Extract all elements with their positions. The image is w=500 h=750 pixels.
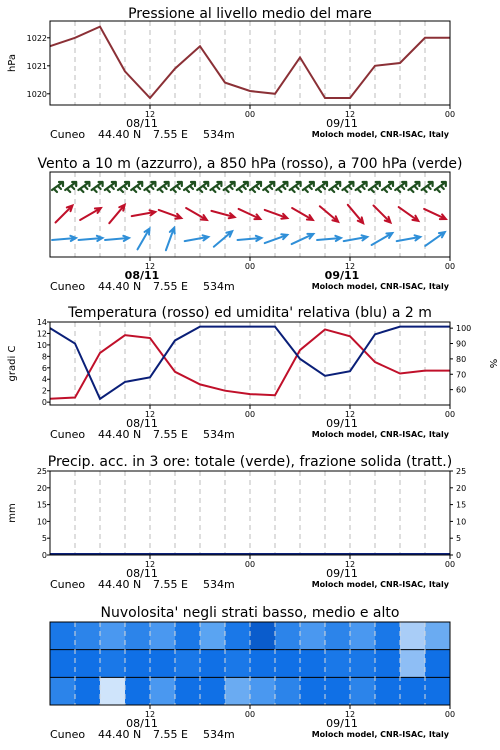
wind-arrow-10m bbox=[317, 236, 341, 241]
x-tick-label: 00 bbox=[244, 410, 256, 419]
cloud-cell bbox=[325, 677, 351, 705]
y-tick-label-right: 60 bbox=[456, 385, 467, 395]
wind-arrow-10m bbox=[214, 231, 232, 246]
cloud-cell bbox=[400, 622, 426, 650]
wind-arrow-10m bbox=[265, 234, 288, 243]
cloud-cell bbox=[375, 650, 401, 678]
wind-arrow-850hpa bbox=[399, 207, 419, 221]
wind-arrow-10m bbox=[344, 235, 368, 241]
y-tick-label: 10 bbox=[36, 340, 47, 350]
y-tick-label: 1021 bbox=[26, 61, 47, 71]
wind-barb-700hpa bbox=[197, 182, 208, 192]
cloud-cell bbox=[50, 677, 76, 705]
panel-1 bbox=[7, 6, 455, 141]
cloud-cell bbox=[125, 677, 151, 705]
cloud-cell bbox=[425, 622, 451, 650]
x-tick-label: 00 bbox=[244, 710, 256, 719]
cloud-cell bbox=[300, 650, 326, 678]
cloud-cell bbox=[50, 622, 76, 650]
y-tick-label: 14 bbox=[36, 318, 47, 327]
y-tick-label: 10 bbox=[36, 517, 47, 527]
model-credit: Moloch model, CNR-ISAC, Italy bbox=[311, 282, 449, 291]
x-tick-label: 12 bbox=[344, 710, 356, 719]
cloud-cell bbox=[175, 650, 201, 678]
date-label: 09/11 bbox=[324, 269, 360, 282]
cloud-cell bbox=[100, 677, 126, 705]
wind-barb-700hpa bbox=[210, 182, 221, 192]
cloud-cell bbox=[300, 677, 326, 705]
location-altitude: 534m bbox=[203, 428, 235, 441]
panel-5 bbox=[50, 605, 455, 741]
cloud-cell bbox=[150, 622, 176, 650]
date-label: 08/11 bbox=[126, 567, 158, 580]
x-tick-label: 00 bbox=[244, 560, 256, 569]
cloud-cell bbox=[350, 677, 376, 705]
model-credit: Moloch model, CNR-ISAC, Italy bbox=[311, 580, 449, 589]
x-tick-label: 00 bbox=[244, 110, 256, 119]
y-tick-label: 15 bbox=[36, 500, 47, 510]
wind-barb-700hpa bbox=[422, 182, 433, 192]
cloud-cell bbox=[250, 677, 276, 705]
x-tick-label: 00 bbox=[444, 560, 456, 569]
y-tick-label-right: 80 bbox=[456, 354, 467, 364]
cloud-cell bbox=[175, 622, 201, 650]
chart-title: Temperatura (rosso) ed umidita' relativa (blu) a 2 m bbox=[68, 305, 432, 321]
wind-arrow-850hpa bbox=[186, 208, 207, 220]
cloud-cell bbox=[100, 650, 126, 678]
wind-arrow-10m bbox=[292, 234, 314, 244]
cloud-cell bbox=[125, 622, 151, 650]
cloud-cell bbox=[350, 650, 376, 678]
y-tick-label-right: 25 bbox=[456, 467, 467, 476]
wind-arrow-850hpa bbox=[56, 206, 73, 223]
chart-title: Precip. acc. in 3 ore: totale (verde), frazione solida (tratt.) bbox=[47, 454, 453, 470]
cloud-cell bbox=[200, 622, 226, 650]
date-label: 09/11 bbox=[326, 417, 358, 430]
location-name: Cuneo bbox=[50, 728, 86, 741]
x-tick-label: 00 bbox=[444, 110, 456, 119]
cloud-cell bbox=[100, 622, 126, 650]
date-label: 08/11 bbox=[124, 269, 160, 282]
wind-arrow-850hpa bbox=[265, 210, 288, 219]
date-label: 09/11 bbox=[326, 717, 358, 730]
wind-barb-700hpa bbox=[263, 182, 274, 192]
cloud-cell bbox=[275, 622, 301, 650]
wind-arrow-850hpa bbox=[292, 208, 313, 220]
cloud-cell bbox=[400, 650, 426, 678]
location-longitude: 7.55 E bbox=[153, 428, 188, 441]
y-axis-label: gradi C bbox=[7, 345, 18, 382]
y-tick-label: 4 bbox=[41, 375, 47, 385]
x-tick-label: 12 bbox=[344, 110, 356, 119]
panel-4 bbox=[7, 454, 466, 591]
y-tick-label: 2 bbox=[41, 386, 47, 396]
chart-title: Nuvolosita' negli strati basso, medio e alto bbox=[100, 605, 400, 621]
wind-barb-700hpa bbox=[105, 182, 116, 192]
cloud-cell bbox=[75, 677, 101, 705]
wind-barb-700hpa bbox=[118, 182, 129, 192]
x-tick-label: 12 bbox=[144, 410, 156, 419]
cloud-cell bbox=[200, 677, 226, 705]
wind-barb-700hpa bbox=[171, 182, 182, 192]
y-tick-label-right: 15 bbox=[456, 500, 467, 510]
x-tick-label: 12 bbox=[344, 262, 356, 271]
x-tick-label: 00 bbox=[444, 410, 456, 419]
location-name: Cuneo bbox=[50, 280, 86, 293]
wind-barb-700hpa bbox=[435, 182, 446, 192]
location-altitude: 534m bbox=[203, 728, 235, 741]
model-credit: Moloch model, CNR-ISAC, Italy bbox=[311, 430, 449, 439]
wind-arrow-10m bbox=[138, 229, 150, 250]
wind-arrow-10m bbox=[166, 228, 175, 251]
wind-barb-700hpa bbox=[184, 182, 195, 192]
y-tick-label-right: 20 bbox=[456, 483, 467, 493]
y-tick-label-right: 5 bbox=[456, 534, 462, 544]
wind-barb-700hpa bbox=[395, 182, 406, 192]
cloud-cell bbox=[200, 650, 226, 678]
cloud-cell bbox=[225, 622, 251, 650]
cloud-cell bbox=[150, 677, 176, 705]
location-name: Cuneo bbox=[50, 578, 86, 591]
y-tick-label: 0 bbox=[41, 398, 47, 408]
cloud-cell bbox=[175, 677, 201, 705]
wind-arrow-850hpa bbox=[132, 210, 156, 216]
y-tick-label: 12 bbox=[36, 329, 47, 339]
cloud-cell bbox=[325, 650, 351, 678]
location-longitude: 7.55 E bbox=[153, 728, 188, 741]
y-tick-label-right: 100 bbox=[456, 324, 472, 334]
location-latitude: 44.40 N bbox=[98, 128, 142, 141]
x-tick-label: 12 bbox=[144, 560, 156, 569]
wind-barb-700hpa bbox=[329, 182, 340, 192]
location-name: Cuneo bbox=[50, 128, 86, 141]
wind-barb-700hpa bbox=[408, 182, 419, 192]
wind-arrow-850hpa bbox=[424, 209, 446, 219]
y-tick-label-right: 10 bbox=[456, 517, 467, 527]
wind-barb-700hpa bbox=[303, 182, 314, 192]
y-tick-label: 20 bbox=[36, 483, 47, 493]
wind-arrow-10m bbox=[105, 236, 129, 241]
wind-arrow-850hpa bbox=[109, 205, 124, 223]
location-altitude: 534m bbox=[203, 280, 235, 293]
wind-barb-700hpa bbox=[237, 182, 248, 192]
y-axis-label-right: % bbox=[487, 358, 498, 369]
date-label: 08/11 bbox=[126, 717, 158, 730]
wind-barb-700hpa bbox=[52, 182, 63, 192]
y-axis-label: hPa bbox=[7, 53, 18, 73]
x-tick-label: 00 bbox=[244, 262, 256, 271]
wind-barb-700hpa bbox=[158, 182, 169, 192]
x-tick-label: 00 bbox=[444, 262, 456, 271]
wind-arrow-10m bbox=[425, 232, 445, 246]
wind-arrow-850hpa bbox=[374, 206, 391, 223]
wind-arrow-10m bbox=[52, 236, 76, 241]
chart-title: Vento a 10 m (azzurro), a 850 hPa (rosso), a 700 hPa (verde) bbox=[37, 156, 463, 172]
location-name: Cuneo bbox=[50, 428, 86, 441]
wind-arrow-850hpa bbox=[159, 210, 182, 219]
location-altitude: 534m bbox=[203, 578, 235, 591]
cloud-cell bbox=[150, 650, 176, 678]
y-tick-label: 5 bbox=[41, 534, 47, 544]
date-label: 08/11 bbox=[126, 417, 158, 430]
x-tick-label: 12 bbox=[344, 560, 356, 569]
x-tick-label: 12 bbox=[144, 262, 156, 271]
wind-barb-700hpa bbox=[92, 182, 103, 192]
panel-3 bbox=[7, 305, 498, 441]
wind-barb-700hpa bbox=[342, 182, 353, 192]
wind-barb-700hpa bbox=[276, 182, 287, 192]
cloud-cell bbox=[225, 650, 251, 678]
x-tick-label: 12 bbox=[144, 710, 156, 719]
model-credit: Moloch model, CNR-ISAC, Italy bbox=[311, 730, 449, 739]
wind-barb-700hpa bbox=[131, 182, 142, 192]
wind-barb-700hpa bbox=[382, 182, 393, 192]
cloud-cell bbox=[325, 622, 351, 650]
location-latitude: 44.40 N bbox=[98, 728, 142, 741]
cloud-cell bbox=[225, 677, 251, 705]
location-longitude: 7.55 E bbox=[153, 128, 188, 141]
location-latitude: 44.40 N bbox=[98, 428, 142, 441]
wind-barb-700hpa bbox=[290, 182, 301, 192]
location-altitude: 534m bbox=[203, 128, 235, 141]
cloud-cell bbox=[400, 677, 426, 705]
location-latitude: 44.40 N bbox=[98, 280, 142, 293]
y-tick-label-right: 90 bbox=[456, 339, 467, 349]
cloud-cell bbox=[75, 650, 101, 678]
y-tick-label-right: 70 bbox=[456, 370, 467, 380]
cloud-cell bbox=[275, 650, 301, 678]
cloud-cell bbox=[350, 622, 376, 650]
y-tick-label: 25 bbox=[36, 467, 47, 476]
y-tick-label: 1022 bbox=[26, 33, 47, 43]
cloud-cell bbox=[375, 622, 401, 650]
wind-barb-700hpa bbox=[369, 182, 380, 192]
y-tick-label: 8 bbox=[41, 352, 47, 362]
x-tick-label: 00 bbox=[444, 710, 456, 719]
wind-barb-700hpa bbox=[250, 182, 261, 192]
wind-arrow-10m bbox=[185, 235, 209, 241]
x-tick-label: 12 bbox=[144, 110, 156, 119]
chart-title: Pressione al livello medio del mare bbox=[128, 6, 372, 22]
cloud-cell bbox=[275, 677, 301, 705]
date-label: 09/11 bbox=[326, 567, 358, 580]
model-credit: Moloch model, CNR-ISAC, Italy bbox=[311, 130, 449, 139]
cloud-cell bbox=[50, 650, 76, 678]
y-tick-label: 1020 bbox=[26, 89, 47, 99]
cloud-cell bbox=[375, 677, 401, 705]
y-tick-label: 6 bbox=[41, 363, 47, 373]
cloud-cell bbox=[300, 622, 326, 650]
wind-barb-700hpa bbox=[78, 182, 89, 192]
wind-arrow-850hpa bbox=[211, 211, 234, 218]
wind-barb-700hpa bbox=[356, 182, 367, 192]
cloud-cell bbox=[75, 622, 101, 650]
cloud-cell bbox=[250, 650, 276, 678]
y-axis-label: mm bbox=[7, 503, 18, 523]
y-tick-label: 0 bbox=[41, 551, 47, 560]
y-tick-label-right: 0 bbox=[456, 551, 462, 560]
panel-2 bbox=[37, 156, 462, 293]
x-tick-label: 12 bbox=[344, 410, 356, 419]
date-label: 09/11 bbox=[326, 117, 358, 130]
cloud-cell bbox=[425, 677, 451, 705]
location-latitude: 44.40 N bbox=[98, 578, 142, 591]
cloud-cell bbox=[250, 622, 276, 650]
wind-arrow-10m bbox=[79, 236, 103, 241]
location-longitude: 7.55 E bbox=[153, 578, 188, 591]
wind-arrow-850hpa bbox=[80, 208, 101, 220]
cloud-cell bbox=[425, 650, 451, 678]
date-label: 08/11 bbox=[126, 117, 158, 130]
wind-arrow-850hpa bbox=[320, 206, 338, 221]
cloud-cell bbox=[125, 650, 151, 678]
location-longitude: 7.55 E bbox=[153, 280, 188, 293]
